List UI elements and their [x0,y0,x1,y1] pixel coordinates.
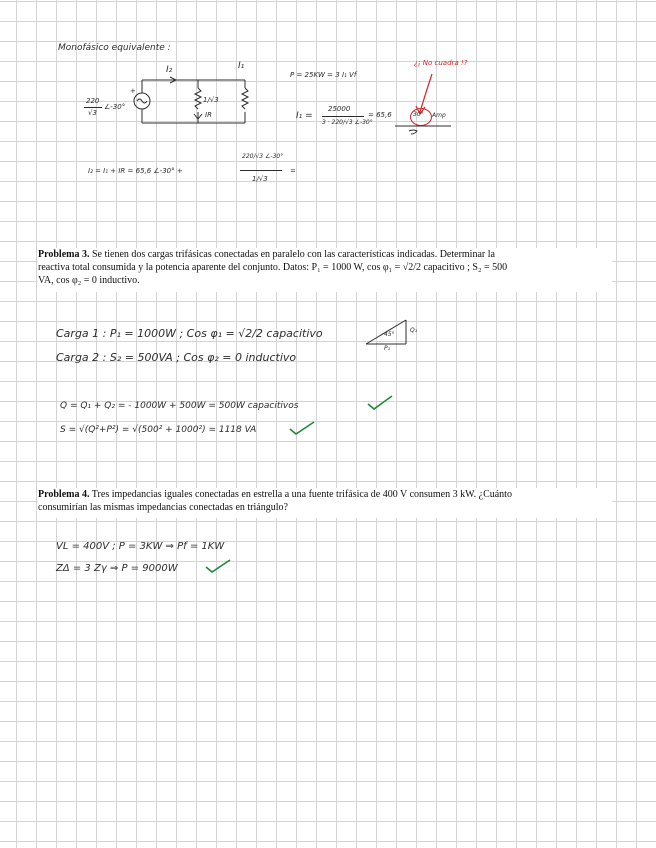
source-angle: ∠-30° [104,103,126,111]
i1-fraction-bar [322,116,364,117]
heading-monofasico: Monofásico equivalente : [58,43,171,53]
problem-4-line1: Tres impedancias iguales conectadas en estrella a una fuente trifásica de 400 V consumen 3 kW. ¿Cuánto [89,489,512,500]
answer4-line1: VL = 400V ; P = 3KW ⇒ Pf = 1KW [56,541,225,552]
i2-expression: I₂ = I₁ + IR = 65,6 ∠-30° + [88,167,183,175]
i1-denominator: 3 · 220/√3 ∠-30° [322,119,373,126]
i2-tail: = [290,167,296,175]
i2-frac-num: 220/√3 ∠-30° [242,153,284,160]
current-i1-label: I₁ [238,61,245,71]
i2-fraction-bar [240,170,282,171]
power-line: P = 25KW = 3 I₁ Vf [290,71,357,79]
i1-lhs: I₁ = [296,111,313,121]
problem-3-line3: VA, cos φ₂ = 0 inductivo. [38,275,140,286]
current-ir-label: IR [205,111,212,119]
triangle-p1: P₁ [384,345,391,352]
fraction-bar [84,107,102,108]
annotation-no-cuadra: ¿¡ No cuadra !? [414,59,468,67]
source-voltage-den: √3 [88,109,97,117]
i1-numerator: 25000 [328,105,351,113]
check-icon [204,558,232,574]
i2-frac-den: 1/√3 [252,175,268,183]
problem-4-line2: consumirían las mismas impedancias conectadas en triángulo? [38,502,288,513]
problem-3-statement [38,248,612,292]
source-voltage-num: 220 [86,97,100,105]
circuit-plus: + [130,87,136,95]
i1-angle: 30° [413,111,424,118]
current-i2-label: I₂ [166,65,173,75]
triangle-q1: Q₁ [410,327,418,334]
problem-4-label: Problema 4. [38,489,90,500]
triangle-angle: 45° [384,331,395,338]
check-icon [366,394,394,410]
check-icon [288,420,316,436]
q-line: Q = Q₁ + Q₂ = - 1000W + 500W = 500W capacitivos [60,401,299,411]
i1-result: = 65,6 [368,111,392,119]
carga1-line: Carga 1 : P₁ = 1000W ; Cos φ₁ = √2/2 capacitivo [56,327,323,340]
answer4-line2: ZΔ = 3 Zγ ⇒ P = 9000W [56,563,178,574]
resistor-value: 1/√3 [203,96,219,104]
problem-3-line2: reactiva total consumida y la potencia aparente del conjunto. Datos: P₁ = 1000 W, cos φ₁ = √2/2 capacitivo ; S₂ = 500 [38,262,508,273]
s-line: S = √(Q²+P²) = √(500² + 1000²) = 1118 VA [60,425,257,435]
carga2-line: Carga 2 : S₂ = 500VA ; Cos φ₂ = 0 inductivo [56,351,297,364]
i1-unit: Amp [432,112,446,119]
problem-3-label: Problema 3. [38,249,90,260]
problem-3-line1: Se tienen dos cargas trifásicas conectadas en paralelo con las características indicadas. Determinar la [89,249,495,260]
problem-4-statement [38,488,612,518]
i1-underline [395,124,455,138]
